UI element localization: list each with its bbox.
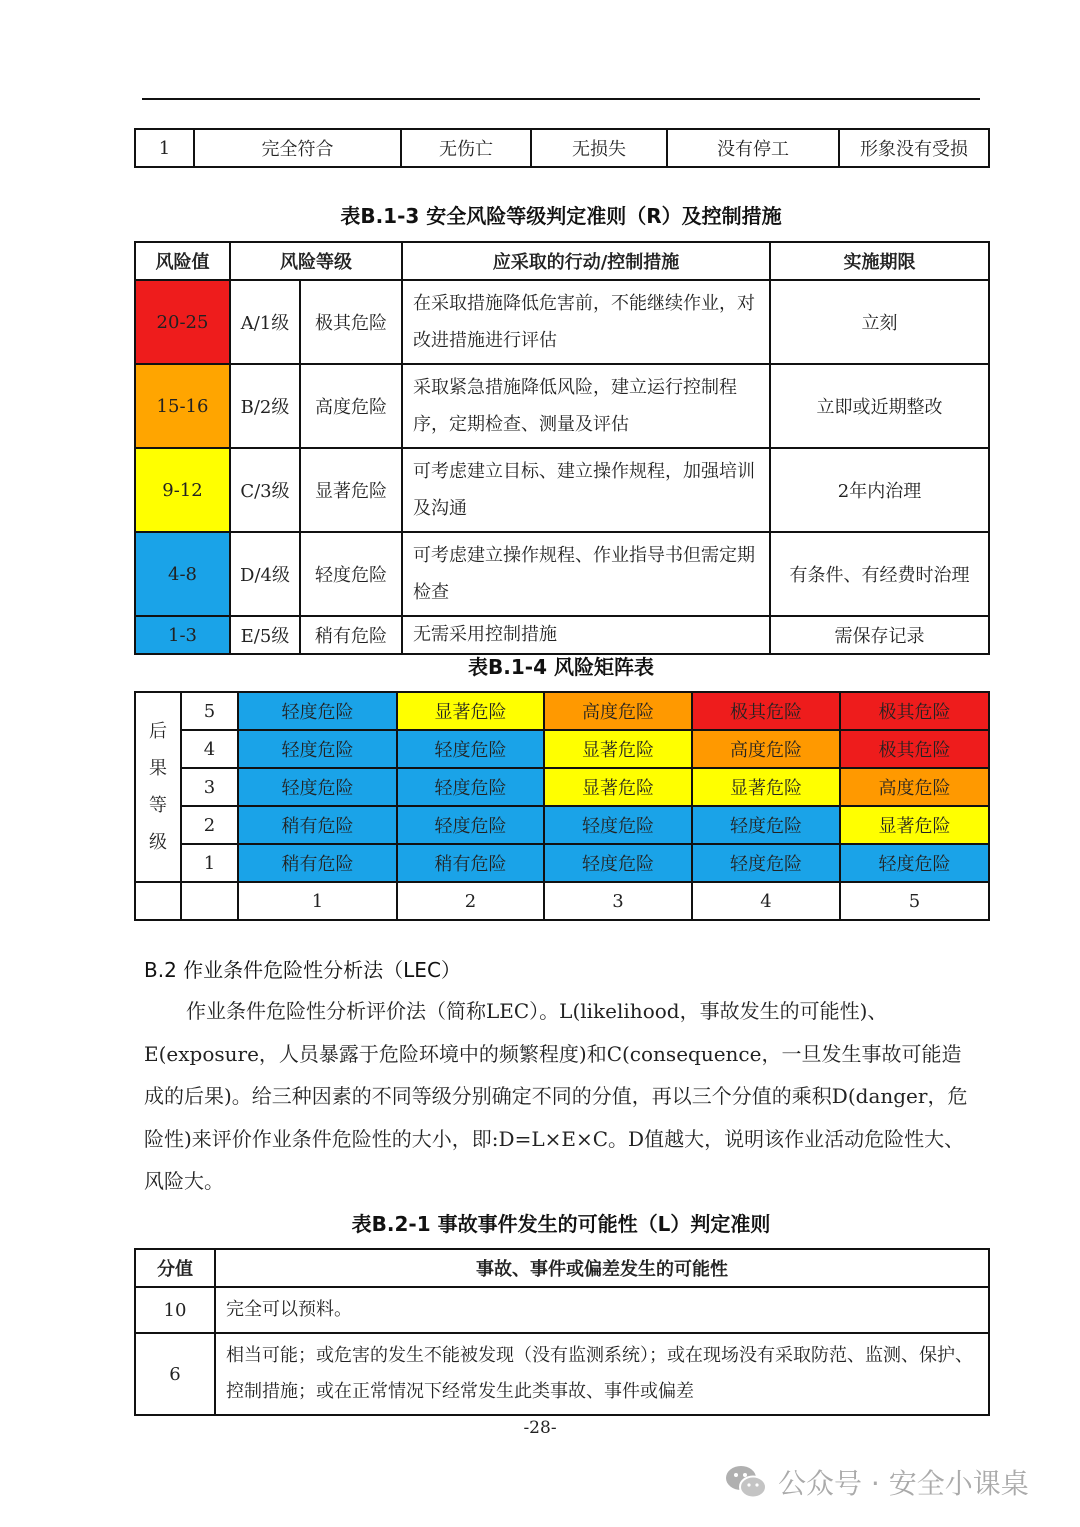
risk-level-cell: 显著危险: [300, 448, 402, 532]
matrix-cell: 轻度危险: [544, 806, 692, 844]
consequence-label: 后 果 等 级: [135, 692, 181, 882]
watermark-text: 公众号 · 安全小课桌: [778, 1467, 1029, 1500]
risk-level-row: [135, 280, 989, 364]
risk-level-cell: 轻度危险: [300, 532, 402, 616]
matrix-cell: 轻度危险: [397, 806, 544, 844]
risk-grade-cell: D/4级: [230, 532, 300, 616]
risk-value-cell: 15-16: [135, 364, 230, 448]
empty-cell: [181, 882, 238, 920]
likelihood-level: 4: [692, 882, 840, 920]
section-title: B.2 作业条件危险性分析法（LEC）: [144, 958, 461, 982]
matrix-cell: 显著危险: [397, 692, 544, 730]
matrix-cell: 轻度危险: [692, 844, 840, 882]
risk-grade-cell: B/2级: [230, 364, 300, 448]
header-action: 应采取的行动/控制措施: [402, 242, 770, 280]
table-b14-caption: 表B.1-4 风险矩阵表: [468, 655, 654, 679]
risk-value-cell: 20-25: [135, 280, 230, 364]
matrix-cell: 轻度危险: [692, 806, 840, 844]
table-b21-caption: 表B.2-1 事故事件发生的可能性（L）判定准则: [351, 1212, 771, 1236]
risk-matrix-table: [134, 691, 990, 921]
period-cell: 立即或近期整改: [770, 364, 989, 448]
matrix-cell: 显著危险: [692, 768, 840, 806]
matrix-cell: 稍有危险: [397, 844, 544, 882]
score-cell: 6: [135, 1333, 215, 1415]
likelihood-level: 3: [544, 882, 692, 920]
risk-value-cell: 9-12: [135, 448, 230, 532]
matrix-cell: 极其危险: [840, 730, 989, 768]
action-cell: 可考虑建立目标、建立操作规程，加强培训及沟通: [402, 448, 770, 532]
risk-level-row: [135, 616, 989, 654]
matrix-cell: 稍有危险: [238, 844, 397, 882]
matrix-cell: 轻度危险: [840, 844, 989, 882]
empty-cell: [135, 882, 181, 920]
consequence-level: 2: [181, 806, 238, 844]
cell: 无损失: [531, 129, 667, 167]
risk-level-table: [134, 241, 990, 655]
cell: 1: [135, 129, 194, 167]
cell: 无伤亡: [401, 129, 531, 167]
risk-level-row: [135, 448, 989, 532]
risk-grade-cell: C/3级: [230, 448, 300, 532]
matrix-cell: 高度危险: [544, 692, 692, 730]
body-paragraph: 作业条件危险性分析评价法（简称LEC）。L(likelihood，事故发生的可能性)、E(exposure，人员暴露于危险环境中的频繁程度)和C(consequence，一旦发生事故可能造成的后果)。给三种因素的不同等级分别确定不同的分值，再以三个分值的乘积D(danger，危险性)来评价作业条件危险性的大小，即:D=L×E×C。D值越大，说明该作业活动危险性大、风险大。: [144, 999, 968, 1193]
period-cell: 有条件、有经费时治理: [770, 532, 989, 616]
desc-cell: 完全可以预料。: [215, 1287, 989, 1333]
cell: 形象没有受损: [839, 129, 989, 167]
cell: 完全符合: [194, 129, 401, 167]
desc-cell: 相当可能；或危害的发生不能被发现（没有监测系统）；或在现场没有采取防范、监测、保护、控制措施；或在正常情况下经常发生此类事故、事件或偏差: [215, 1333, 989, 1415]
matrix-row: [135, 692, 989, 730]
risk-level-row: [135, 532, 989, 616]
table-b13-caption: 表B.1-3 安全风险等级判定准则（R）及控制措施: [340, 204, 782, 228]
header-likelihood: 事故、事件或偏差发生的可能性: [215, 1249, 989, 1287]
matrix-row: [135, 844, 989, 882]
risk-value-cell: 1-3: [135, 616, 230, 654]
consequence-level: 3: [181, 768, 238, 806]
matrix-row: [135, 806, 989, 844]
header-risk-value: 风险值: [135, 242, 230, 280]
risk-level-cell: 稍有危险: [300, 616, 402, 654]
action-cell: 在采取措施降低危害前，不能继续作业，对改进措施进行评估: [402, 280, 770, 364]
matrix-cell: 轻度危险: [238, 692, 397, 730]
header-score: 分值: [135, 1249, 215, 1287]
risk-level-cell: 极其危险: [300, 280, 402, 364]
score-cell: 10: [135, 1287, 215, 1333]
prev-table-last-row: [134, 128, 990, 168]
action-cell: 可考虑建立操作规程、作业指导书但需定期检查: [402, 532, 770, 616]
page-number: -28-: [523, 1418, 557, 1438]
matrix-cell: 极其危险: [840, 692, 989, 730]
matrix-row: [135, 768, 989, 806]
matrix-cell: 显著危险: [544, 730, 692, 768]
action-cell: 采取紧急措施降低风险，建立运行控制程序，定期检查、测量及评估: [402, 364, 770, 448]
action-cell: 无需采用控制措施: [402, 616, 770, 654]
matrix-cell: 轻度危险: [544, 844, 692, 882]
matrix-row: [135, 730, 989, 768]
period-cell: 立刻: [770, 280, 989, 364]
period-cell: 2年内治理: [770, 448, 989, 532]
matrix-cell: 稍有危险: [238, 806, 397, 844]
header-period: 实施期限: [770, 242, 989, 280]
period-cell: 需保存记录: [770, 616, 989, 654]
risk-value-cell: 4-8: [135, 532, 230, 616]
header-risk-grade: 风险等级: [230, 242, 402, 280]
header-rule: [142, 98, 980, 100]
likelihood-level: 2: [397, 882, 544, 920]
risk-grade-cell: E/5级: [230, 616, 300, 654]
likelihood-level: 5: [840, 882, 989, 920]
cell: 没有停工: [667, 129, 839, 167]
matrix-cell: 极其危险: [692, 692, 840, 730]
risk-level-row: [135, 364, 989, 448]
wechat-icon: [724, 1463, 768, 1501]
matrix-cell: 高度危险: [840, 768, 989, 806]
likelihood-table: [134, 1248, 990, 1416]
consequence-level: 5: [181, 692, 238, 730]
matrix-cell: 轻度危险: [238, 730, 397, 768]
risk-grade-cell: A/1级: [230, 280, 300, 364]
likelihood-level: 1: [238, 882, 397, 920]
consequence-level: 4: [181, 730, 238, 768]
watermark: [724, 1462, 1029, 1502]
matrix-cell: 高度危险: [692, 730, 840, 768]
matrix-cell: 显著危险: [840, 806, 989, 844]
likelihood-axis-row: [135, 882, 989, 920]
matrix-cell: 显著危险: [544, 768, 692, 806]
consequence-level: 1: [181, 844, 238, 882]
matrix-cell: 轻度危险: [397, 768, 544, 806]
matrix-cell: 轻度危险: [397, 730, 544, 768]
matrix-cell: 轻度危险: [238, 768, 397, 806]
risk-level-cell: 高度危险: [300, 364, 402, 448]
